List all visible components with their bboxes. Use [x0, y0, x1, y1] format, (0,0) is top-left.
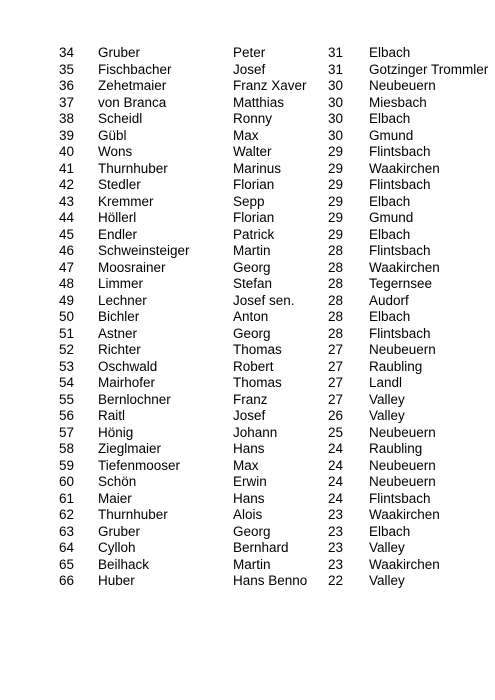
- result-row: [0, 359, 495, 376]
- score-cell: 28: [328, 309, 344, 324]
- rank-cell: 49: [59, 292, 75, 308]
- first-name-cell: Stefan: [233, 276, 273, 291]
- result-row: [0, 491, 495, 508]
- rank-cell: 53: [59, 358, 75, 374]
- last-name-cell: Bernlochner: [98, 391, 171, 407]
- rank-cell: 34: [59, 45, 75, 60]
- first-name-cell: Thomas: [233, 375, 282, 390]
- club-cell: Valley: [369, 391, 405, 407]
- rank-cell: 58: [59, 441, 75, 456]
- rank-cell: 43: [59, 193, 75, 209]
- last-name-cell: Mairhofer: [98, 375, 156, 390]
- result-row: [0, 293, 495, 310]
- club-cell: Gotzinger Trommler: [369, 61, 489, 77]
- first-name-cell: Georg: [233, 523, 271, 539]
- first-name-cell: Johann: [233, 424, 278, 440]
- club-cell: Gmund: [369, 210, 414, 225]
- last-name-cell: Moosrainer: [98, 259, 166, 275]
- club-cell: Neubeuern: [369, 424, 436, 440]
- club-cell: Flintsbach: [369, 144, 431, 159]
- last-name-cell: Höllerl: [98, 210, 137, 225]
- score-cell: 22: [328, 573, 344, 588]
- last-name-cell: Stedler: [98, 177, 141, 192]
- result-row: [0, 95, 495, 112]
- rank-cell: 51: [59, 325, 75, 341]
- score-cell: 26: [328, 408, 344, 423]
- last-name-cell: Tiefenmooser: [98, 457, 181, 473]
- score-cell: 28: [328, 292, 344, 308]
- last-name-cell: Gübl: [98, 127, 127, 143]
- club-cell: Valley: [369, 408, 405, 423]
- result-row: [0, 408, 495, 425]
- result-row: [0, 342, 495, 359]
- rank-cell: 40: [59, 144, 75, 159]
- score-cell: 27: [328, 391, 344, 407]
- score-cell: 29: [328, 210, 344, 225]
- score-cell: 27: [328, 375, 344, 390]
- result-row: [0, 194, 495, 211]
- club-cell: Elbach: [369, 111, 411, 126]
- rank-cell: 61: [59, 490, 75, 506]
- last-name-cell: Zehetmaier: [98, 78, 167, 93]
- first-name-cell: Peter: [233, 45, 266, 60]
- score-cell: 30: [328, 127, 344, 143]
- result-row: [0, 557, 495, 574]
- score-cell: 24: [328, 490, 344, 506]
- club-cell: Flintsbach: [369, 243, 431, 258]
- score-cell: 24: [328, 474, 344, 489]
- last-name-cell: Limmer: [98, 276, 144, 291]
- last-name-cell: Cylloh: [98, 540, 136, 555]
- last-name-cell: Lechner: [98, 292, 147, 308]
- club-cell: Waakirchen: [369, 160, 440, 176]
- score-cell: 28: [328, 243, 344, 258]
- first-name-cell: Florian: [233, 177, 275, 192]
- club-cell: Elbach: [369, 523, 411, 539]
- rank-cell: 65: [59, 556, 75, 572]
- result-row: [0, 524, 495, 541]
- rank-cell: 36: [59, 78, 75, 93]
- first-name-cell: Ronny: [233, 111, 273, 126]
- first-name-cell: Josef sen.: [233, 292, 295, 308]
- club-cell: Flintsbach: [369, 490, 431, 506]
- last-name-cell: Richter: [98, 342, 141, 357]
- rank-cell: 41: [59, 160, 75, 176]
- rank-cell: 47: [59, 259, 75, 275]
- score-cell: 30: [328, 94, 344, 110]
- last-name-cell: Fischbacher: [98, 61, 172, 77]
- club-cell: Flintsbach: [369, 325, 431, 341]
- result-row: [0, 144, 495, 161]
- rank-cell: 55: [59, 391, 75, 407]
- last-name-cell: Maier: [98, 490, 132, 506]
- rank-cell: 52: [59, 342, 75, 357]
- score-cell: 25: [328, 424, 344, 440]
- club-cell: Raubling: [369, 358, 423, 374]
- rank-cell: 38: [59, 111, 75, 126]
- last-name-cell: Oschwald: [98, 358, 158, 374]
- result-row: [0, 441, 495, 458]
- score-cell: 30: [328, 78, 344, 93]
- result-row: [0, 507, 495, 524]
- first-name-cell: Hans: [233, 490, 265, 506]
- result-row: [0, 227, 495, 244]
- result-row: [0, 260, 495, 277]
- club-cell: Waakirchen: [369, 259, 440, 275]
- rank-cell: 59: [59, 457, 75, 473]
- first-name-cell: Robert: [233, 358, 274, 374]
- rank-cell: 48: [59, 276, 75, 291]
- first-name-cell: Josef: [233, 408, 266, 423]
- rank-cell: 56: [59, 408, 75, 423]
- first-name-cell: Georg: [233, 325, 271, 341]
- result-row: [0, 161, 495, 178]
- first-name-cell: Anton: [233, 309, 269, 324]
- result-row: [0, 474, 495, 491]
- score-cell: 24: [328, 441, 344, 456]
- last-name-cell: Gruber: [98, 45, 141, 60]
- score-cell: 31: [328, 61, 344, 77]
- score-cell: 28: [328, 259, 344, 275]
- result-row: [0, 573, 495, 590]
- first-name-cell: Franz: [233, 391, 268, 407]
- result-row: [0, 375, 495, 392]
- score-cell: 29: [328, 177, 344, 192]
- last-name-cell: Huber: [98, 573, 135, 588]
- club-cell: Neubeuern: [369, 342, 436, 357]
- club-cell: Flintsbach: [369, 177, 431, 192]
- result-row: [0, 425, 495, 442]
- last-name-cell: von Branca: [98, 94, 167, 110]
- last-name-cell: Schweinsteiger: [98, 243, 190, 258]
- score-cell: 29: [328, 226, 344, 242]
- first-name-cell: Matthias: [233, 94, 285, 110]
- last-name-cell: Zieglmaier: [98, 441, 162, 456]
- last-name-cell: Thurnhuber: [98, 507, 168, 522]
- first-name-cell: Sepp: [233, 193, 265, 209]
- club-cell: Elbach: [369, 193, 411, 209]
- rank-cell: 57: [59, 424, 75, 440]
- score-cell: 28: [328, 276, 344, 291]
- club-cell: Miesbach: [369, 94, 427, 110]
- rank-cell: 50: [59, 309, 75, 324]
- score-cell: 23: [328, 523, 344, 539]
- last-name-cell: Endler: [98, 226, 138, 242]
- last-name-cell: Scheidl: [98, 111, 143, 126]
- score-cell: 29: [328, 160, 344, 176]
- last-name-cell: Wons: [98, 144, 133, 159]
- result-row: [0, 62, 495, 79]
- last-name-cell: Beilhack: [98, 556, 150, 572]
- first-name-cell: Hans Benno: [233, 573, 308, 588]
- rank-cell: 44: [59, 210, 75, 225]
- rank-cell: 60: [59, 474, 75, 489]
- first-name-cell: Marinus: [233, 160, 282, 176]
- rank-cell: 54: [59, 375, 75, 390]
- first-name-cell: Hans: [233, 441, 265, 456]
- score-cell: 24: [328, 457, 344, 473]
- first-name-cell: Patrick: [233, 226, 275, 242]
- score-cell: 27: [328, 358, 344, 374]
- result-row: [0, 78, 495, 95]
- score-cell: 30: [328, 111, 344, 126]
- result-row: [0, 45, 495, 62]
- last-name-cell: Thurnhuber: [98, 160, 168, 176]
- first-name-cell: Martin: [233, 556, 271, 572]
- last-name-cell: Gruber: [98, 523, 141, 539]
- club-cell: Neubeuern: [369, 78, 436, 93]
- result-row: [0, 177, 495, 194]
- club-cell: Raubling: [369, 441, 423, 456]
- last-name-cell: Raitl: [98, 408, 126, 423]
- rank-cell: 45: [59, 226, 75, 242]
- club-cell: Gmund: [369, 127, 414, 143]
- results-list: [0, 45, 495, 590]
- first-name-cell: Thomas: [233, 342, 282, 357]
- club-cell: Valley: [369, 540, 405, 555]
- result-row: [0, 326, 495, 343]
- last-name-cell: Bichler: [98, 309, 140, 324]
- club-cell: Elbach: [369, 226, 411, 242]
- club-cell: Waakirchen: [369, 556, 440, 572]
- last-name-cell: Hönig: [98, 424, 134, 440]
- club-cell: Waakirchen: [369, 507, 440, 522]
- rank-cell: 66: [59, 573, 75, 588]
- score-cell: 28: [328, 325, 344, 341]
- last-name-cell: Kremmer: [98, 193, 154, 209]
- first-name-cell: Georg: [233, 259, 271, 275]
- club-cell: Neubeuern: [369, 474, 436, 489]
- first-name-cell: Bernhard: [233, 540, 289, 555]
- rank-cell: 46: [59, 243, 75, 258]
- result-row: [0, 540, 495, 557]
- result-row: [0, 276, 495, 293]
- rank-cell: 39: [59, 127, 75, 143]
- club-cell: Neubeuern: [369, 457, 436, 473]
- first-name-cell: Franz Xaver: [233, 78, 307, 93]
- score-cell: 23: [328, 556, 344, 572]
- first-name-cell: Alois: [233, 507, 263, 522]
- rank-cell: 64: [59, 540, 75, 555]
- first-name-cell: Erwin: [233, 474, 267, 489]
- first-name-cell: Max: [233, 127, 259, 143]
- result-row: [0, 243, 495, 260]
- result-row: [0, 111, 495, 128]
- rank-cell: 63: [59, 523, 75, 539]
- score-cell: 29: [328, 193, 344, 209]
- result-row: [0, 392, 495, 409]
- result-row: [0, 210, 495, 227]
- score-cell: 23: [328, 507, 344, 522]
- score-cell: 23: [328, 540, 344, 555]
- rank-cell: 35: [59, 61, 75, 77]
- first-name-cell: Max: [233, 457, 259, 473]
- score-cell: 27: [328, 342, 344, 357]
- last-name-cell: Astner: [98, 325, 138, 341]
- club-cell: Audorf: [369, 292, 409, 308]
- rank-cell: 42: [59, 177, 75, 192]
- club-cell: Elbach: [369, 45, 411, 60]
- rank-cell: 37: [59, 94, 75, 110]
- club-cell: Valley: [369, 573, 405, 588]
- club-cell: Elbach: [369, 309, 411, 324]
- first-name-cell: Josef: [233, 61, 266, 77]
- first-name-cell: Walter: [233, 144, 272, 159]
- result-row: [0, 128, 495, 145]
- last-name-cell: Schön: [98, 474, 137, 489]
- club-cell: Landl: [369, 375, 403, 390]
- first-name-cell: Martin: [233, 243, 271, 258]
- result-row: [0, 309, 495, 326]
- result-row: [0, 458, 495, 475]
- rank-cell: 62: [59, 507, 75, 522]
- score-cell: 29: [328, 144, 344, 159]
- club-cell: Tegernsee: [369, 276, 433, 291]
- first-name-cell: Florian: [233, 210, 275, 225]
- score-cell: 31: [328, 45, 344, 60]
